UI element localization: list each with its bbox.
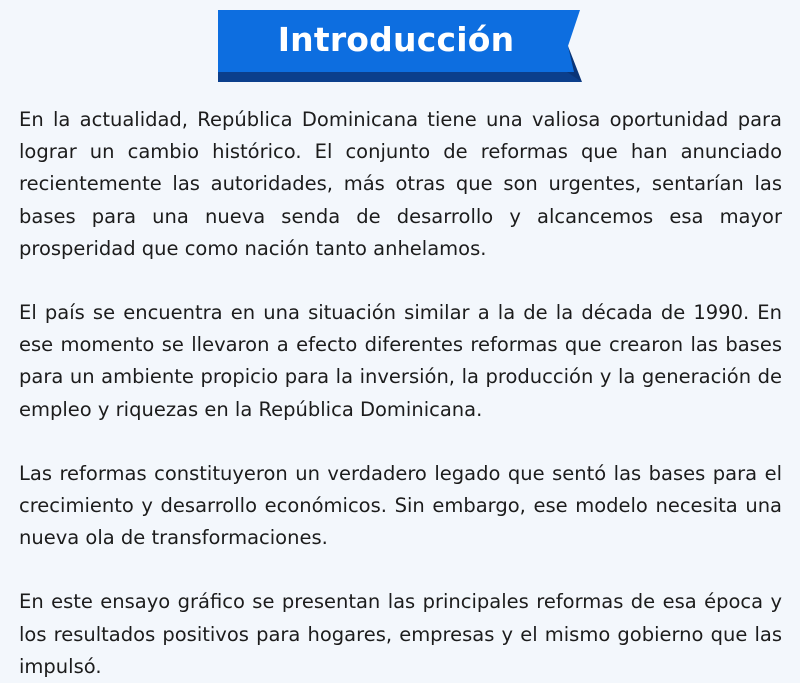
paragraph-2: El país se encuentra en una situación similar a la de la década de 1990. En ese momento se llevaron a efecto diferentes reformas que crearon las bases para un ambiente propicio para la inversión, la producción y la generación de empleo y riquezas en la República Dominicana. xyxy=(19,301,782,421)
paragraph-1: En la actualidad, República Dominicana tiene una valiosa oportunidad para lograr un cambio histórico. El conjunto de reformas que han anunciado recientemente las autoridades, más otras que son urgentes, sentarían las bases para una nueva senda de desarrollo y alcancemos esa mayor prosperidad que como nación tanto anhelamos. xyxy=(19,108,782,260)
intro-text-body xyxy=(19,104,782,683)
title-banner xyxy=(218,10,582,82)
paragraph-4: En este ensayo gráfico se presentan las principales reformas de esa época y los resultados positivos para hogares, empresas y el mismo gobierno que las impulsó. xyxy=(19,590,782,678)
paragraph-3: Las reformas constituyeron un verdadero legado que sentó las bases para el crecimiento y desarrollo económicos. Sin embargo, ese modelo necesita una nueva ola de transformaciones. xyxy=(19,461,782,550)
page-title: Introducción xyxy=(277,20,515,59)
